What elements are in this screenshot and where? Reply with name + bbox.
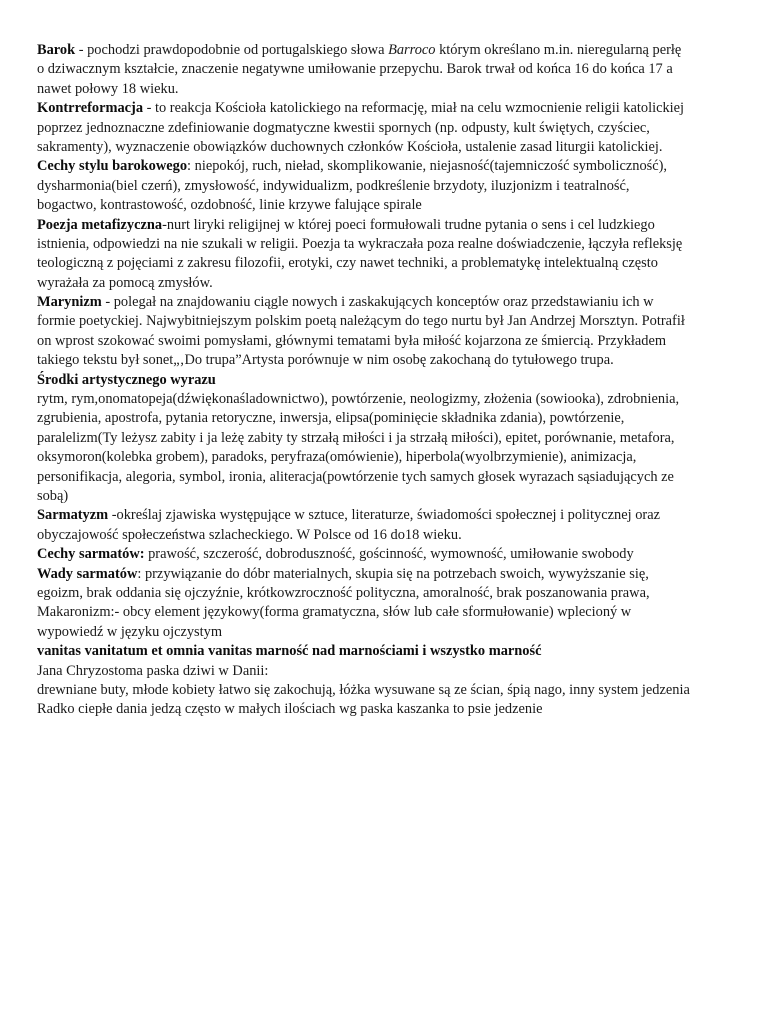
kontrreformacja-line-2: poprzez jednoznaczne zdefiniowanie dogmatyczne kwestii spornych (np. odpusty, kult świętych, czyściec, (37, 119, 650, 136)
term-cechy-stylu: Cechy stylu barokowego (37, 158, 188, 175)
cechy-sarmatow-line-1: Cechy sarmatów: prawość, szczerość, dobroduszność, gościnność, wymowność, umiłowanie swobody (37, 546, 634, 563)
marynizm-line-3: on wprost szokować swoimi pomysłami, głównymi tematami była miłość kojarzona ze śmiercią. Przykładem (37, 332, 667, 349)
poezja-line-2: istnienia, odpowiedzi na nie szukali w religii. Poezja ta wykraczała poza realne doświadczenie, łączyła refleksję (37, 235, 683, 252)
marynizm-line-2: formie poetyckiej. Najwybitniejszym polskim poetą należącym do tego nurtu był Jan Andrzej Morsztyn. Potrafił (37, 313, 685, 330)
srodki-line-6: sobą) (37, 487, 69, 504)
barok-line-1: Barok - pochodzi prawdopodobnie od portugalskiego słowa Barroco którym określano m.in. nieregularną perłę (37, 42, 682, 58)
barok-line-2: o dziwacznym kształcie, znaczenie negatywne umiłowanie przepychu. Barok trwał od końca 16 do końca 17 a (37, 61, 673, 78)
term-poezja: Poezja metafizyczna (37, 216, 163, 233)
dania-line-1: Jana Chryzostoma paska dziwi w Danii: (37, 662, 269, 679)
srodki-line-3: paralelizm(Ty leżysz zabity i ja leżę zabity ty strzałą miłości i ja strzałą miłości), epitet, porównanie, metafora, (37, 429, 675, 446)
srodki-line-2: zgrubienia, apostrofa, pytania retoryczne, inwersja, elipsa(pominięcie składnika zdania), powtórzenie, (37, 410, 625, 427)
srodki-line-4: oksymoron(kolebka grobem), paradoks, peryfraza(omówienie), hiperbola(wyolbrzymienie), animizacja, (37, 449, 637, 466)
marynizm-line-4: takiego tekstu był sonet„‚Do trupa”Artysta porównuje w nim osobę zakochaną do tytułowego trupa. (37, 352, 614, 369)
cechy-stylu-line-1: Cechy stylu barokowego: niepokój, ruch, nieład, skomplikowanie, niejasność(tajemniczość symboliczność), (37, 158, 668, 175)
srodki-line-1: rytm, rym,onomatopeja(dźwiękonaśladownictwo), powtórzenie, neologizmy, złożenia (sowiooka), zdrobnienia, (37, 391, 680, 408)
srodki-line-5: personifikacja, alegoria, symbol, ironia, aliteracja(powtórzenie tych samych głosek wyrazach sąsiadujących ze (37, 468, 674, 485)
makaronizm-line-1: Makaronizm:- obcy element językowy(forma gramatyczna, słów lub całe sformułowanie) wplecioný w (37, 604, 632, 621)
vanitas-line: vanitas vanitatum et omnia vanitas marność nad marnościami i wszystko marność (37, 643, 542, 660)
term-barok: Barok (37, 42, 76, 58)
sarmatyzm-line-2: obyczajowość społeczeństwa szlacheckiego. W Polsce od 16 do18 wieku. (37, 526, 462, 543)
wady-sarmatow-line-1: Wady sarmatów: przywiązanie do dóbr materialnych, skupia się na potrzebach swoich, wywyższanie się, (37, 565, 649, 582)
srodki-heading (37, 371, 745, 390)
document-page (37, 41, 745, 720)
term-wady-sarmatow: Wady sarmatów (37, 565, 138, 582)
term-srodki: Środki artystycznego wyrazu (37, 371, 216, 388)
term-sarmatyzm: Sarmatyzm (37, 507, 109, 524)
kontrreformacja-line-3: sakramenty), wyznaczenie obowiązków duchownych członków Kościoła, ustalenie zasad liturgii katolickiej. (37, 138, 663, 155)
cechy-stylu-line-3: bogactwo, kontrastowość, ozdobność, linie krzywe falujące spirale (37, 197, 422, 214)
dania-line-3: Radko ciepłe dania jedzą często w małych ilościach wg paska kaszanka to psie jedzenie (37, 701, 543, 718)
poezja-line-4: wyrażała za pomocą zmysłów. (37, 274, 213, 291)
makaronizm-line-2: wypowiedź w języku ojczystym (37, 623, 223, 640)
term-kontrreformacja: Kontrreformacja (37, 100, 144, 117)
sarmatyzm-line-1: Sarmatyzm -określaj zjawiska występujące w sztuce, literaturze, świadomości społecznej i politycznej oraz (37, 507, 660, 524)
term-marynizm: Marynizm (37, 294, 102, 311)
barok-line-3: nawet połowy 18 wieku. (37, 80, 179, 97)
poezja-line-3: teologiczną z pojęciami z zakresu filozofii, erotyki, czy nawet techniki, a problematykę intelektualną często (37, 255, 658, 272)
dania-line-2: drewniane buty, młode kobiety łatwo się zakochują, łóżka wysuwane są ze ścian, śpią nago, inny system jedzenia (37, 681, 690, 698)
term-cechy-sarmatow: Cechy sarmatów: (37, 546, 145, 563)
marynizm-line-1: Marynizm - polegał na znajdowaniu ciągle nowych i zaskakujących konceptów oraz przedstawianiu ich w (37, 294, 654, 311)
poezja-line-1: Poezja metafizyczna-nurt liryki religijnej w której poeci formułowali trudne pytania o sens i cel ludzkiego (37, 216, 655, 233)
wady-sarmatow-line-2: egoizm, brak oddania się ojczyźnie, krótkowzroczność polityczna, amoralność, brak poszanowania prawa, (37, 584, 650, 601)
kontrreformacja-line-1: Kontrreformacja - to reakcja Kościoła katolickiego na reformację, miał na celu wzmocnienie religii katolickiej (37, 100, 685, 117)
cechy-stylu-line-2: dysharmonia(biel czerń), zmysłowość, indywidualizm, podkreślenie brzydoty, iluzjonizm i teatralność, (37, 177, 630, 194)
